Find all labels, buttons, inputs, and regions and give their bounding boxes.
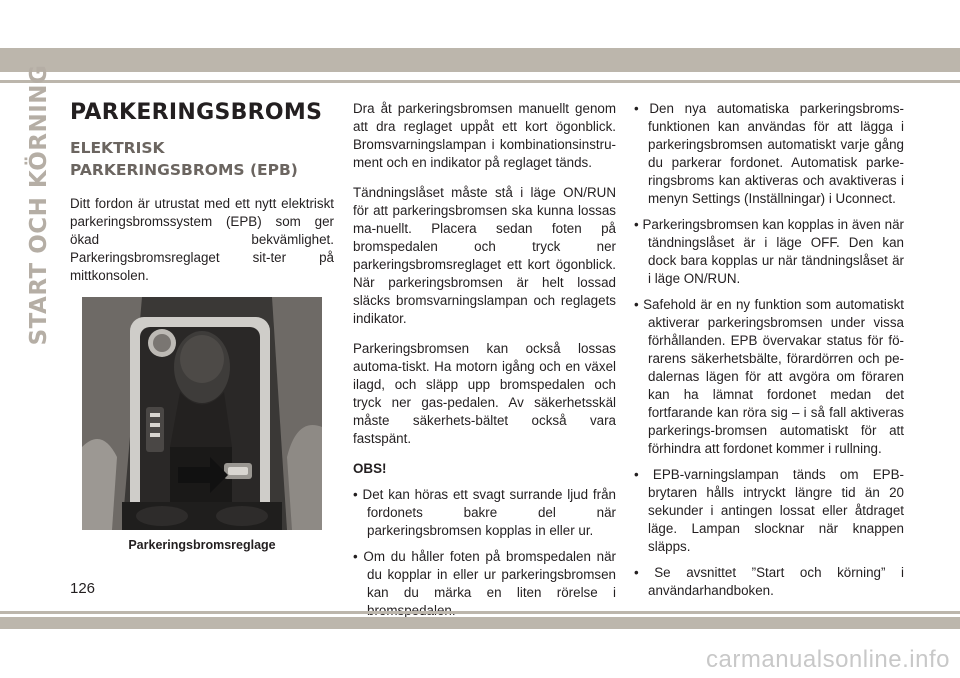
bullet-safehold: • Safehold är en ny funktion som automatiskt aktiverar parkeringsbromsen under vissa förhållanden. EPB övervakar status för fö-rarens säkerhetsbälte, förardörren och pe-dalernas lägen för att avgöra om föraren kan ha lämnat fordonet medan det fortfarande kan röra sig – i så fall aktiveras parkerings-bromsen automatiskt för att förhindra att fordonet kommer i rullning.	[634, 297, 904, 456]
note-bullet-1: • Det kan höras ett svagt surrande ljud från fordonets bakre del när parkeringsbromsen kopplas in eller ur.	[353, 487, 616, 538]
parking-brake-photo	[82, 297, 322, 530]
header-band	[0, 48, 960, 72]
section-side-tab-label: START OCH KÖRNING	[26, 64, 52, 346]
bullet-auto-park-brake: • Den nya automatiska parkeringsbroms-funktionen kan användas för att lägga i parkeringsbromsen automatiskt varje gång du parkerar fordonet. Automatisk parke-ringsbroms kan aktiveras och avaktiveras i menyn Settings (Inställningar) i Uconnect.	[634, 101, 904, 206]
photo-caption: Parkeringsbromsreglage	[128, 538, 276, 552]
watermark: carmanualsonline.info	[706, 646, 950, 673]
page-title: PARKERINGSBROMS	[70, 100, 323, 125]
column-3	[634, 100, 904, 608]
section-subtitle: ELEKTRISK PARKERINGSBROMS (EPB)	[70, 139, 298, 179]
paragraph-apply-brake: Dra åt parkeringsbromsen manuellt genom att dra reglaget uppåt ett kort ögonblick. Bromsvarningslampan i kombinationsinstru-ment och en indikator på reglaget tänds.	[353, 101, 616, 170]
section-side-tab	[22, 64, 56, 346]
page-number: 126	[70, 580, 96, 597]
footer-rule	[0, 611, 960, 614]
bullet-ignition-off: • Parkeringsbromsen kan kopplas in även när tändningslåset är i läge OFF. Den kan dock bara kopplas ur när tändningslåset är i läge ON/RUN.	[634, 217, 904, 286]
paragraph-release-automatically: Parkeringsbromsen kan också lossas automa-tiskt. Ha motorn igång och en växel ilagd, och släpp upp bromspedalen och tryck ner gas-pedalen. Av säkerhetsskäl måste säkerhets-bältet också vara fastspänt.	[353, 341, 616, 446]
bullet-warning-lamp: • EPB-varningslampan tänds om EPB-brytaren hålls intryckt längre tid än 20 sekunder i antingen lossat eller åtdraget läge. Lampan slocknar när knappen släpps.	[634, 467, 904, 554]
bullet-see-section: • Se avsnittet ”Start och körning” i användarhandboken.	[634, 565, 904, 598]
header-rule	[0, 80, 960, 83]
note-bullet-2: • Om du håller foten på bromspedalen när du kopplar in eller ur parkeringsbromsen kan du märka en liten rörelse i	[353, 549, 616, 600]
paragraph-release-manually: Tändningslåset måste stå i läge ON/RUN för att parkeringsbromsen ska kunna lossas ma-nuellt. Placera sedan foten på bromspedalen och tryck ner parkeringsbromsreglaget ett kort ögonblick. När parkeringsbromsen är helt lossad släcks bromsvarningslampan och reglagets indikator.	[353, 185, 616, 326]
column-1	[70, 100, 334, 552]
intro-paragraph: Ditt fordon är utrustat med ett nytt elektriskt parkeringsbromssystem (EPB) som ger ökad bekvämlighet. Parkeringsbromsreglaget sit-ter på mittkonsolen.	[70, 196, 334, 283]
column-2	[353, 100, 616, 628]
note-heading: OBS!	[353, 461, 387, 476]
footer-band	[0, 617, 960, 629]
